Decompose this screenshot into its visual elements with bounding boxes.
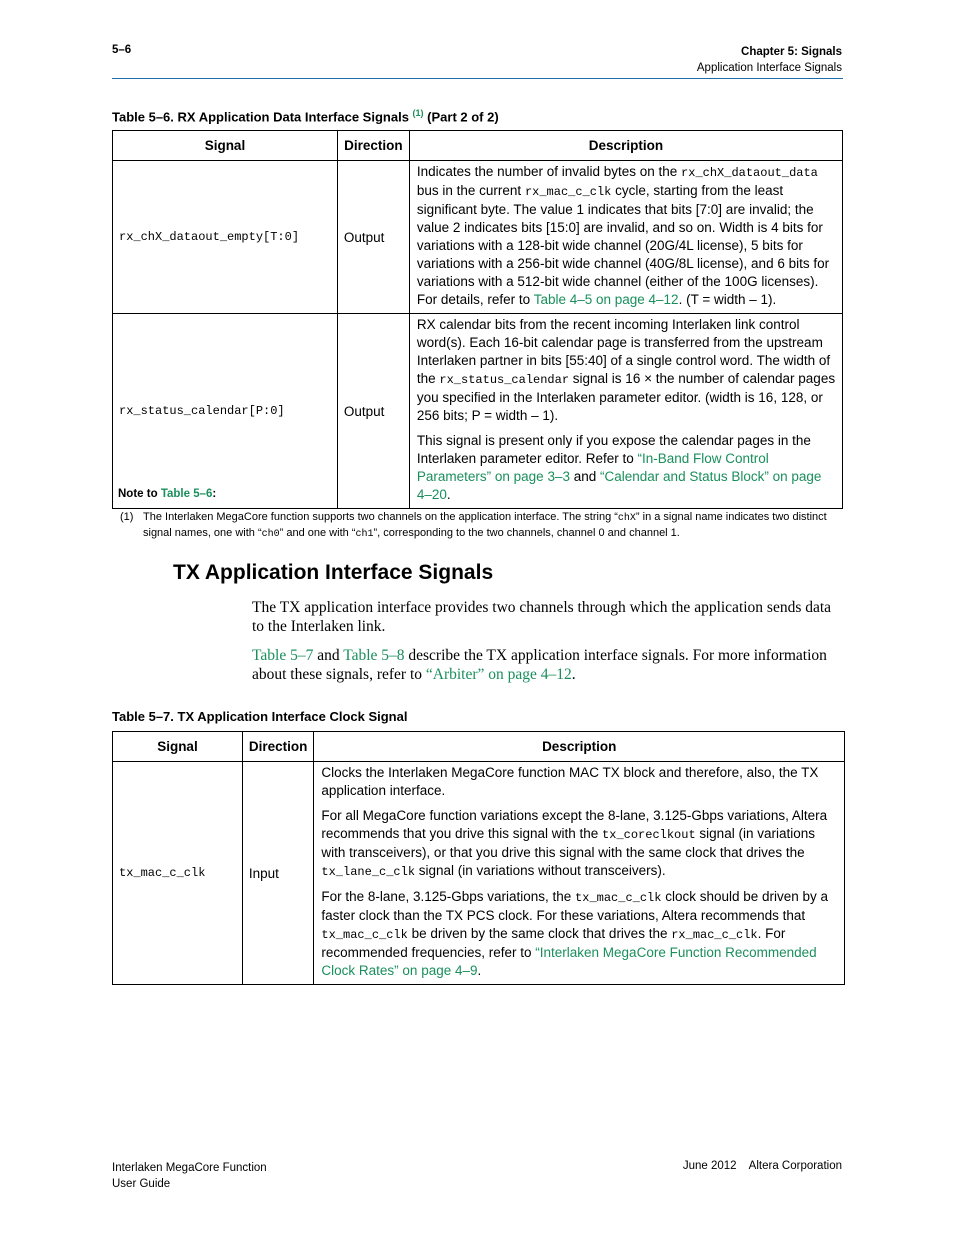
- table56-caption-suffix: (Part 2 of 2): [427, 109, 499, 125]
- table-note-title: [118, 488, 216, 500]
- desc-text: RX calendar bits from the recent incoming Interlaken link control word(s). Each 16-bit calendar page is transferred from the upstream Interlaken partner in bits [55:40] of a single control word. The width of the: [416, 317, 831, 386]
- footer-left: [112, 1160, 267, 1192]
- table57-caption: Table 5–7. TX Application Interface Clock Signal: [112, 709, 408, 724]
- desc-text: signal (in variations with transceivers), or that you drive this signal with the same clock that drives the: [321, 826, 815, 860]
- desc-text: For the 8-lane, 3.125-Gbps variations, the: [321, 889, 576, 904]
- note-text: [143, 510, 840, 542]
- desc-text: and: [569, 469, 601, 484]
- header-rule: [112, 78, 843, 79]
- xref-link[interactable]: “Arbiter” on page 4–12: [425, 666, 572, 683]
- signal-description: [409, 161, 842, 314]
- note-text-part: The Interlaken MegaCore function supports two channels on the application interface. The string “: [143, 511, 618, 523]
- desc-text: .: [446, 487, 451, 502]
- col-header-signal: Signal: [113, 732, 243, 762]
- desc-text: For all MegaCore function variations except the 8-lane, 3.125-Gbps variations, Altera recommends that you drive this signal with the: [321, 808, 828, 841]
- desc-text: Indicates the number of invalid bytes on the: [416, 164, 682, 179]
- desc-text: be driven by the same clock that drives the: [407, 926, 672, 941]
- table56: [112, 130, 843, 509]
- note-text-part: ”, corresponding to the two channels, channel 0 and channel 1.: [373, 527, 680, 539]
- signal-direction: Output: [337, 161, 409, 314]
- desc-paragraph: Clocks the Interlaken MegaCore function MAC TX block and therefore, also, the TX application interface.: [321, 765, 819, 798]
- page-number: 5–6: [112, 44, 132, 56]
- col-header-signal: Signal: [113, 131, 338, 161]
- col-header-description: Description: [314, 732, 845, 762]
- signal-direction: Output: [337, 314, 409, 509]
- desc-code: rx_mac_c_clk: [524, 185, 612, 199]
- note-code: ch1: [355, 529, 374, 540]
- col-header-description: Description: [409, 131, 842, 161]
- table-row: [113, 314, 843, 509]
- signal-name: tx_mac_c_clk: [113, 762, 243, 985]
- table56-caption-text: Table 5–6. RX Application Data Interface Signals: [112, 109, 409, 125]
- table56-caption: [112, 108, 499, 124]
- xref-link[interactable]: “Interlaken MegaCore Function Recommended Clock Rates” on page 4–9: [321, 945, 817, 978]
- note-text-part: ” and one with “: [279, 527, 356, 539]
- desc-text: . For recommended frequencies, refer to: [321, 926, 786, 960]
- desc-code: rx_chX_dataout_data: [681, 166, 818, 180]
- table-row: [113, 762, 845, 985]
- note-text-part: ” in a signal name indicates two distinct signal names, one with “: [143, 511, 827, 539]
- desc-paragraph: [417, 316, 836, 425]
- desc-paragraph: [417, 432, 836, 504]
- desc-text: bus in the current: [416, 183, 525, 198]
- desc-code: rx_status_calendar: [439, 373, 570, 387]
- body-text-part: describe the TX application interface signals. For more information about these signals, refer to: [252, 647, 827, 683]
- desc-code: rx_mac_c_clk: [671, 928, 758, 942]
- xref-link[interactable]: Table 4–5 on page 4–12: [533, 292, 679, 307]
- note-colon: :: [212, 488, 217, 500]
- body-paragraph: The TX application interface provides two channels through which the application sends data to the Interlaken link.: [252, 599, 832, 635]
- footer-doc-title: Interlaken MegaCore Function: [112, 1162, 267, 1174]
- xref-link[interactable]: Table 5–6: [160, 488, 213, 500]
- body-text-part: and: [313, 647, 344, 664]
- signal-description: [409, 314, 842, 509]
- running-header: [697, 44, 842, 76]
- desc-text: . (T = width – 1).: [678, 292, 777, 307]
- table57: [112, 731, 845, 985]
- col-header-direction: Direction: [242, 732, 314, 762]
- footer-doc-type: User Guide: [112, 1178, 171, 1190]
- desc-text: signal (in variations without transceivers).: [415, 863, 666, 878]
- table-note: [118, 510, 840, 542]
- table56-header-row: [113, 131, 843, 161]
- desc-code: tx_mac_c_clk: [321, 928, 408, 942]
- desc-code: tx_mac_c_clk: [575, 891, 662, 905]
- signal-name: rx_status_calendar[P:0]: [113, 314, 338, 509]
- xref-link[interactable]: “Calendar and Status Block” on page 4–20: [416, 469, 822, 502]
- table-row: [113, 161, 843, 314]
- section-name: Application Interface Signals: [696, 62, 842, 74]
- desc-text: signal is 16 × the number of calendar pages you specified in the Interlaken parameter editor. (width is 16, 128, or 256 bits; P = width – 1).: [416, 371, 836, 423]
- signal-description: [314, 762, 845, 985]
- table57-header-row: [113, 732, 845, 762]
- desc-paragraph: [321, 888, 838, 980]
- chapter-title: Chapter 5: Signals: [741, 46, 842, 58]
- body-text-part: .: [571, 666, 576, 683]
- desc-text: cycle, starting from the least significant byte. The value 1 indicates that bits [7:0] are invalid; the value 2 indicates bits [15:0] are invalid, and so on. Width is 4 bits for variations with a 128-bit wide channel (20G/4L license), 5 bits for variations with a 256-bit wide channel (40G/8L license), and 6 bits for variations with a 512-bit wide channel (either of the 100G licenses). For details, refer to: [416, 183, 830, 307]
- note-number: (1): [120, 511, 134, 523]
- desc-code: tx_lane_c_clk: [321, 865, 416, 879]
- signal-direction: Input: [242, 762, 314, 985]
- section-heading: TX Application Interface Signals: [173, 561, 494, 584]
- desc-text: clock should be driven by a faster clock than the TX PCS clock. For these variations, Altera recommends that: [321, 889, 829, 923]
- signal-name: rx_chX_dataout_empty[T:0]: [113, 161, 338, 314]
- desc-code: tx_coreclkout: [602, 828, 696, 842]
- desc-text: .: [477, 963, 482, 978]
- desc-paragraph: [321, 807, 838, 881]
- table56-note-ref[interactable]: (1): [412, 108, 424, 118]
- note-code: ch0: [261, 529, 280, 540]
- xref-link[interactable]: Table 5–8: [343, 647, 405, 664]
- note-code: chX: [617, 513, 636, 524]
- desc-text: This signal is present only if you expose the calendar pages in the Interlaken parameter editor. Refer to: [416, 433, 811, 466]
- col-header-direction: Direction: [337, 131, 409, 161]
- note-label: Note to: [118, 488, 161, 500]
- body-paragraph: [252, 646, 842, 684]
- footer-right: June 2012 Altera Corporation: [682, 1160, 842, 1172]
- xref-link[interactable]: “In-Band Flow Control Parameters” on page 3–3: [416, 451, 769, 484]
- xref-link[interactable]: Table 5–7: [252, 647, 314, 664]
